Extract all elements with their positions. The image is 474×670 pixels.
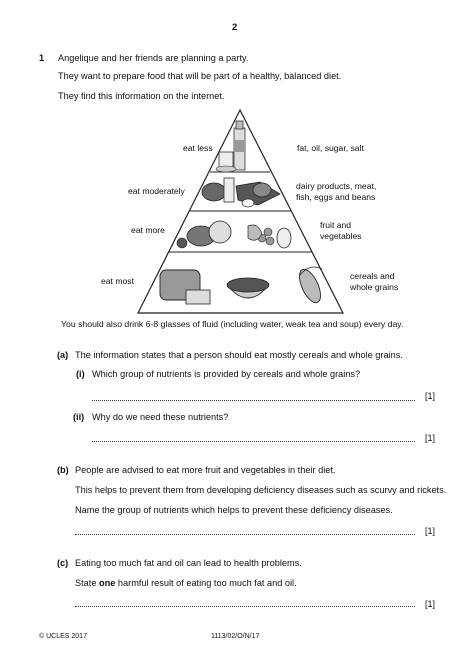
pyramid-advice-eat-more: eat more [131,225,165,235]
bread-icon [160,270,210,304]
part-b-text-2: This helps to prevent them from developing deficiency diseases such as scurvy and rickets. [75,485,447,495]
part-b-text-3: Name the group of nutrients which helps to prevent these deficiency diseases. [75,505,393,515]
cereal-bowl-icon [227,278,269,298]
pyramid-foods-fruit-veg [320,220,362,241]
pyramid-advice-eat-moderately: eat moderately [128,186,185,196]
part-c-text-2 [75,578,297,588]
footer-copyright: © UCLES 2017 [39,633,87,640]
part-a-ii-label: (ii) [73,412,85,422]
part-c-text-2-pre: State [75,578,100,588]
oil-bottle-icon [234,121,245,170]
answer-line-c[interactable] [75,606,415,607]
marks-a-i: [1] [425,391,436,401]
part-b-text-1: People are advised to eat more fruit and vegetables in their diet. [75,465,336,475]
pyramid-foods-dairy-line1: dairy products, meat, [296,181,377,191]
part-a-label: (a) [57,350,69,360]
part-c-text-2-emphasis: one [99,578,116,588]
answer-line-a-i[interactable] [92,400,415,401]
pyramid-foods-dairy-line2: fish, eggs and beans [296,191,376,202]
marks-b: [1] [425,526,436,536]
page-number: 2 [232,22,238,33]
dairy-meat-icons [202,178,280,207]
pyramid-foods-cereals-line2: whole grains [350,281,399,292]
fruit-vegetable-icons [177,221,291,248]
answer-line-b[interactable] [75,534,415,535]
intro-line-2: They want to prepare food that will be part of a healthy, balanced diet. [58,71,342,81]
pyramid-foods-dairy-meat [296,181,376,202]
pyramid-foods-cereals-line1: cereals and [350,271,395,281]
pyramid-foods-fruit-line1: fruit and [320,220,352,230]
part-c-text-1: Eating too much fat and oil can lead to health problems. [75,558,302,568]
answer-line-a-ii[interactable] [92,441,415,442]
pyramid-advice-eat-less: eat less [183,143,213,153]
food-pyramid [0,0,474,330]
pyramid-advice-eat-most: eat most [101,276,134,286]
part-c-label: (c) [57,558,69,568]
intro-line-1: Angelique and her friends are planning a party. [58,53,249,63]
part-a-i-label: (i) [76,369,85,379]
part-a-text: The information states that a person should eat mostly cereals and whole grains. [75,350,403,360]
part-a-ii-text: Why do we need these nutrients? [92,412,229,422]
salt-icon [216,166,236,172]
part-c-text-2-post: harmful result of eating too much fat and oil. [115,578,297,588]
marks-a-ii: [1] [425,433,436,443]
footer-code: 1113/02/O/N/17 [211,633,260,640]
corn-icon [295,266,325,305]
question-number: 1 [39,53,45,63]
part-a-i-text: Which group of nutrients is provided by cereals and whole grains? [92,369,361,379]
pyramid-foods-cereals [350,271,398,292]
intro-line-3: They find this information on the internet. [58,91,225,101]
marks-c: [1] [425,599,436,609]
pyramid-footnote: You should also drink 6-8 glasses of fluid (including water, weak tea and soup) every day. [61,319,404,329]
pyramid-foods-fat-oil: fat, oil, sugar, salt [297,143,364,153]
pyramid-foods-fruit-line2: vegetables [320,230,362,241]
part-b-label: (b) [57,465,69,475]
